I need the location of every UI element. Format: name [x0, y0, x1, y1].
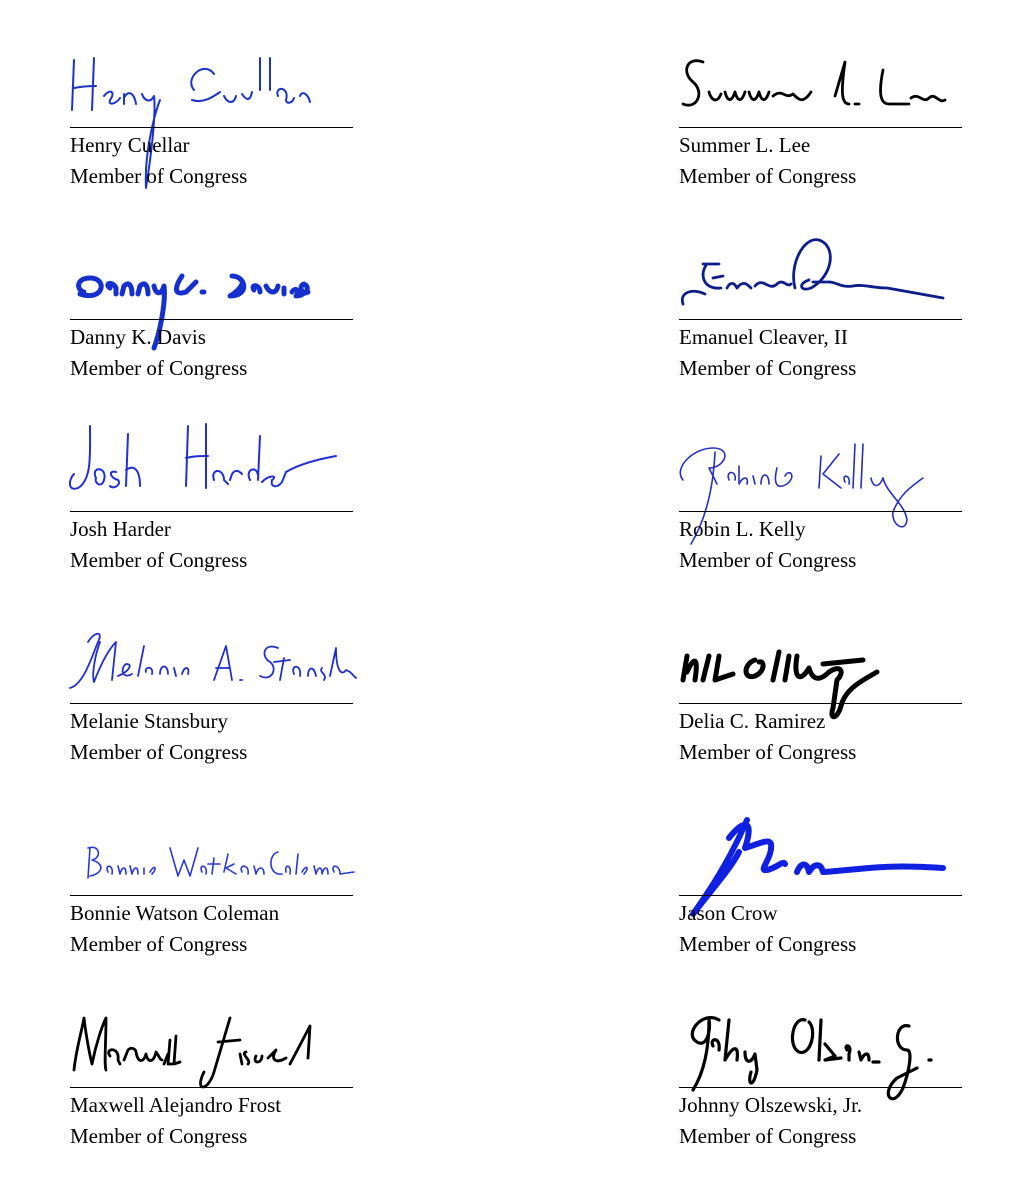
signature-line [70, 127, 353, 128]
handwritten-signature [64, 768, 364, 888]
signature-block-jason-crow [679, 768, 964, 958]
signature-line [70, 703, 353, 704]
signer-name: Henry Cuellar [70, 133, 190, 157]
signature-line [679, 703, 962, 704]
signer-title: Member of Congress [679, 164, 857, 188]
signer-title: Member of Congress [679, 932, 857, 956]
signature-block-josh-harder [70, 384, 355, 574]
signature-block-maxwell-frost [70, 960, 355, 1150]
signer-name: Delia C. Ramirez [679, 709, 826, 733]
signer-name: Melanie Stansbury [70, 709, 229, 733]
signer-title: Member of Congress [679, 548, 857, 572]
signature-line [679, 319, 962, 320]
signer-title: Member of Congress [679, 356, 857, 380]
signer-title: Member of Congress [679, 1124, 857, 1148]
signer-name: Robin L. Kelly [679, 517, 806, 541]
signature-line [70, 511, 353, 512]
handwritten-signature [64, 960, 364, 1080]
handwritten-signature [673, 0, 973, 120]
signer-title: Member of Congress [70, 548, 248, 572]
signature-block-delia-ramirez [679, 576, 964, 766]
signature-block-henry-cuellar [70, 0, 355, 190]
signer-name: Johnny Olszewski, Jr. [679, 1093, 863, 1117]
signature-line [679, 895, 962, 896]
signer-title: Member of Congress [70, 356, 248, 380]
signer-title: Member of Congress [70, 740, 248, 764]
signature-block-johnny-olszewski [679, 960, 964, 1150]
handwritten-signature [673, 768, 973, 888]
signature-block-emanuel-cleaver [679, 192, 964, 382]
signer-name: Danny K. Davis [70, 325, 206, 349]
signature-block-robin-kelly [679, 384, 964, 574]
signature-block-summer-lee [679, 0, 964, 190]
signer-name: Emanuel Cleaver, II [679, 325, 848, 349]
signer-name: Jason Crow [679, 901, 778, 925]
signature-line [70, 319, 353, 320]
signer-name: Maxwell Alejandro Frost [70, 1093, 282, 1117]
handwritten-signature [64, 576, 364, 696]
signer-title: Member of Congress [70, 932, 248, 956]
handwritten-signature [673, 960, 973, 1080]
handwritten-signature [673, 192, 973, 312]
signer-name: Bonnie Watson Coleman [70, 901, 280, 925]
signer-title: Member of Congress [70, 164, 248, 188]
signer-name: Summer L. Lee [679, 133, 811, 157]
signature-line [70, 1087, 353, 1088]
handwritten-signature [64, 192, 364, 312]
handwritten-signature [673, 384, 973, 504]
signature-block-danny-davis [70, 192, 355, 382]
signature-line [679, 511, 962, 512]
handwritten-signature [64, 384, 364, 504]
signer-name: Josh Harder [70, 517, 171, 541]
signature-line [70, 895, 353, 896]
signature-block-bonnie-watson-coleman [70, 768, 355, 958]
handwritten-signature [64, 0, 364, 120]
signature-line [679, 127, 962, 128]
signer-title: Member of Congress [70, 1124, 248, 1148]
signature-block-melanie-stansbury [70, 576, 355, 766]
handwritten-signature [673, 576, 973, 696]
signer-title: Member of Congress [679, 740, 857, 764]
signature-line [679, 1087, 962, 1088]
